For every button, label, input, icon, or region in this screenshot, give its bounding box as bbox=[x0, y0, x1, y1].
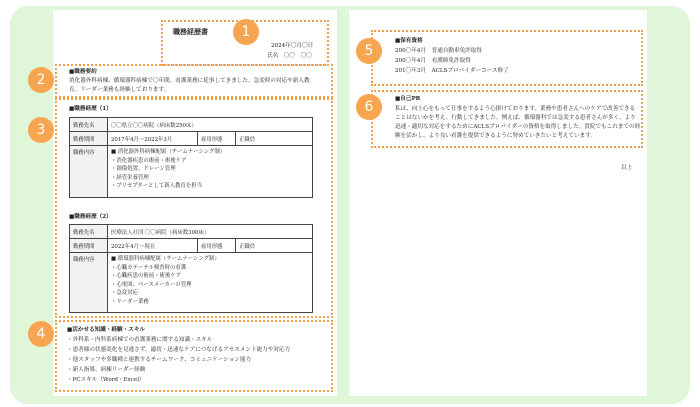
job2-type-value: 正職員 bbox=[236, 239, 313, 253]
job1-duty-item: ・経管栄養管理 bbox=[111, 174, 149, 181]
job1-duty-label: 職務内容 bbox=[70, 146, 108, 198]
page-right bbox=[349, 10, 647, 396]
job2-duty-label: 職務内容 bbox=[70, 253, 108, 313]
job2-duty-item: ■ 循環器科病棟配属（チームナーシング制） bbox=[111, 256, 220, 262]
license-item: 201〇年3月 ACLSプロバイダーコース修了 bbox=[395, 68, 509, 74]
license-item: 200〇年4月 普通自動車免許取得 bbox=[395, 48, 482, 54]
badge-5: 5 bbox=[356, 38, 382, 64]
job2-duties bbox=[108, 253, 313, 313]
job2-type-label: 雇用形態 bbox=[198, 239, 236, 253]
job1-duty-item: ■ 消化器外科病棟配属（チームナーシング制） bbox=[111, 149, 226, 155]
job1-period-label: 勤務期間 bbox=[70, 132, 108, 146]
job2-name-value: 医療法人社団 〇〇病院（病床数300床） bbox=[108, 225, 313, 239]
job2-duty-item: ・リーダー業務 bbox=[111, 298, 149, 305]
job2-period-label: 勤務期間 bbox=[70, 239, 108, 253]
history-heading-1: ■職務経歴（1） bbox=[69, 106, 112, 112]
history-heading-2: ■職務経歴（2） bbox=[69, 214, 112, 220]
job1-duty-item: ・消化器疾患の術前・術後ケア bbox=[111, 157, 187, 164]
badge-4: 4 bbox=[28, 321, 54, 347]
job1-duty-item: ・プリセプターとして新人教育を担当 bbox=[111, 183, 202, 190]
pr-line: 験を活かし、より良い看護を提供できるように努めていきたいと考えています。 bbox=[395, 133, 596, 139]
job1-period-value: 2017年4月〜2022年3月 bbox=[108, 132, 198, 146]
skills-item: ・他スタッフや多職種と連携するチームワーク、コミュニケーション能力 bbox=[67, 357, 252, 363]
document-title: 職務経歴書 bbox=[173, 27, 208, 36]
skills-heading: ■活かせる知識・経験・スキル bbox=[67, 327, 145, 333]
skills-item: ・外科系・内科系病棟での看護業務に関する知識・スキル bbox=[67, 337, 213, 343]
licenses-heading: ■保有資格 bbox=[395, 38, 423, 44]
closing-text: 以上 bbox=[621, 165, 633, 171]
summary-line-1: 消化器外科病棟、循環器科病棟で〇年間、看護業務に従事してきました。急変時の対応や新人教 bbox=[69, 78, 310, 84]
pr-heading: ■自己PR bbox=[395, 96, 421, 102]
job1-type-label: 雇用形態 bbox=[198, 132, 236, 146]
job2-name-label: 勤務先名 bbox=[70, 225, 108, 239]
job2-period-value: 2022年4月〜現在 bbox=[108, 239, 198, 253]
job2-duty-item: ・心臓カテーテル検査時の看護 bbox=[111, 264, 187, 271]
pr-line: 迅速・適切な対応をするためにACLSプロバイダーの資格を取得しました。貴院でもこれまでの経 bbox=[395, 124, 641, 130]
license-item: 200〇年4月 看護師免許取得 bbox=[395, 58, 471, 64]
skills-item: ・PCスキル（Word・Excel） bbox=[67, 377, 145, 383]
summary-heading: ■職務要約 bbox=[69, 69, 97, 75]
badge-3: 3 bbox=[28, 117, 54, 143]
pr-line: 私は、向上心をもって仕事をするよう心掛けております。業務や患者さんへのケアで改善できる bbox=[395, 106, 636, 112]
job1-duty-item: ・創傷処置、ドレーン管理 bbox=[111, 166, 176, 173]
skills-item: ・患者様の状態変化を見逃さず、適切・迅速なケアにつなげるアセスメント能力や対応力 bbox=[67, 347, 291, 353]
job1-name-label: 勤務先名 bbox=[70, 118, 108, 132]
badge-1: 1 bbox=[233, 19, 259, 45]
badge-2: 2 bbox=[28, 67, 54, 93]
job2-duty-item: ・急変対応 bbox=[111, 290, 138, 297]
job1-type-value: 正職員 bbox=[236, 132, 313, 146]
job-table-1 bbox=[69, 117, 313, 198]
pr-line: ことはないかを考え、行動してきました。例えば、循環器科では急変する患者さんが多く、より bbox=[395, 115, 636, 121]
document-date: 2024年〇月〇日 bbox=[271, 43, 314, 49]
page-left bbox=[53, 10, 337, 396]
job-table-2 bbox=[69, 224, 313, 313]
summary-line-2: 育、リーダー業務も経験しております。 bbox=[69, 87, 170, 93]
job2-duty-item: ・心電図、ペースメーカーの管理 bbox=[111, 281, 192, 288]
job1-name-value: 〇〇県立〇〇病院（病床数250床） bbox=[108, 118, 313, 132]
applicant-name: 氏名 〇〇 〇〇 bbox=[267, 53, 312, 59]
job1-duties bbox=[108, 146, 313, 198]
skills-item: ・新人指導、病棟リーダー経験 bbox=[67, 367, 146, 373]
job2-duty-item: ・心臓疾患の術前・術後ケア bbox=[111, 273, 182, 280]
badge-6: 6 bbox=[356, 94, 382, 120]
